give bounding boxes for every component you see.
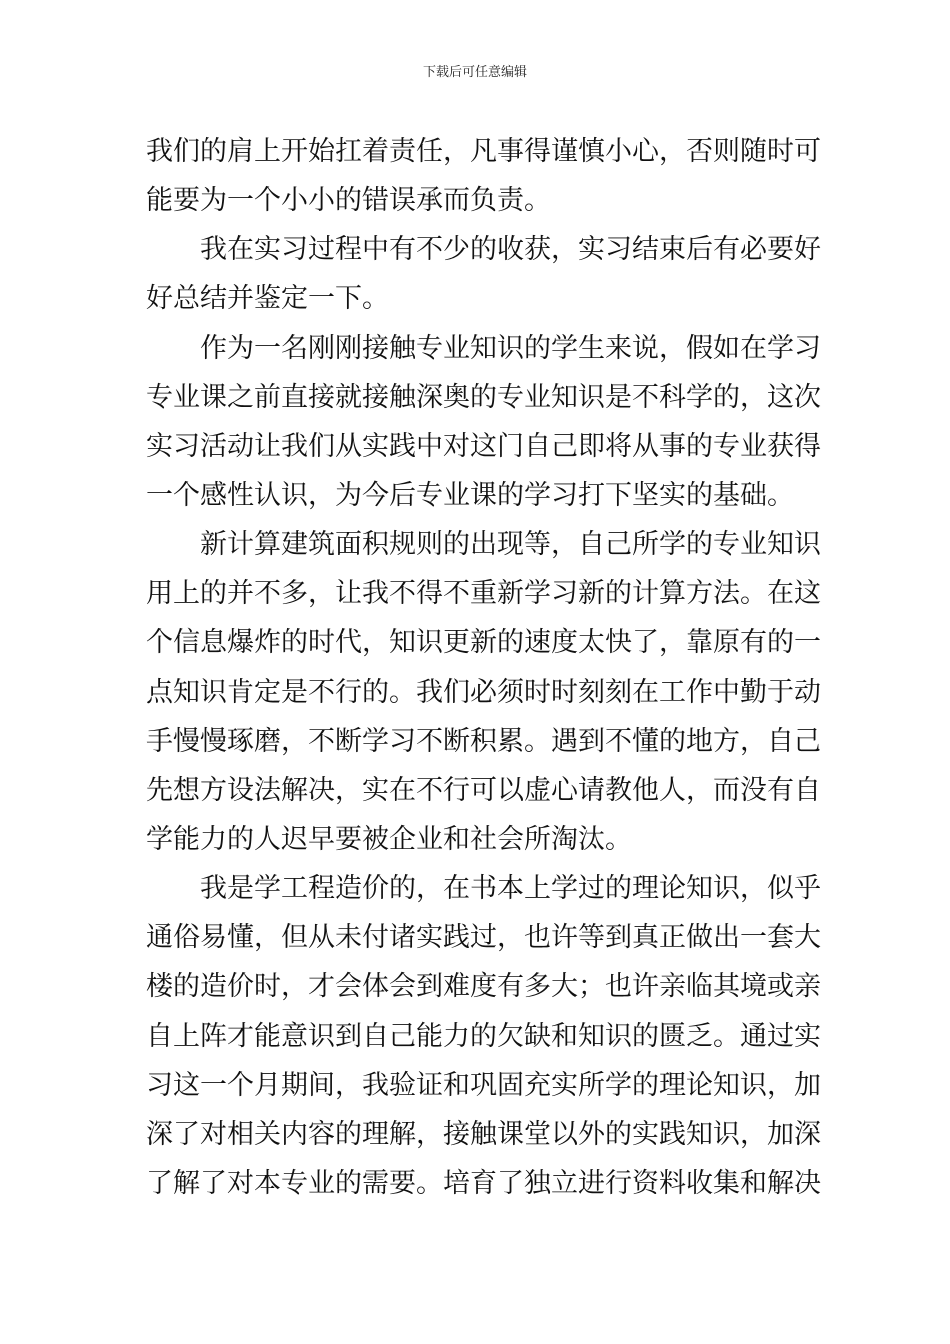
text-line: 能要为一个小小的错误承而负责。 [146,185,551,217]
text-line: 楼的造价时，才会体会到难度有多大；也许亲临其境或亲 [146,971,821,1003]
text-line: 作为一名刚刚接触专业知识的学生来说，假如在学习 [200,332,821,364]
text-line: 新计算建筑面积规则的出现等，自己所学的专业知识 [200,529,821,561]
page-header-note: 下载后可任意编辑 [422,65,527,80]
text-line: 实习活动让我们从实践中对这门自己即将从事的专业获得 [146,430,821,462]
text-line: 我是学工程造价的，在书本上学过的理论知识，似乎 [200,873,821,905]
text-line: 通俗易懂，但从未付诸实践过，也许等到真正做出一套大 [146,922,821,954]
text-line: 深了对相关内容的理解，接触课堂以外的实践知识，加深 [146,1118,821,1150]
text-line: 习这一个月期间，我验证和巩固充实所学的理论知识，加 [146,1069,821,1101]
text-line: 我们的肩上开始扛着责任，凡事得谨慎小心，否则随时可 [146,136,821,167]
text-line: 我在实习过程中有不少的收获，实习结束后有必要好 [200,234,821,266]
text-line: 好总结并鉴定一下。 [146,283,389,315]
text-line: 自上阵才能意识到自己能力的欠缺和知识的匮乏。通过实 [146,1020,821,1052]
document-body [146,127,821,1208]
text-line: 学能力的人迟早要被企业和社会所淘汰。 [146,823,632,855]
text-line: 手慢慢琢磨，不断学习不断积累。遇到不懂的地方，自己 [146,725,821,757]
text-line: 点知识肯定是不行的。我们必须时时刻刻在工作中勤于动 [146,676,821,708]
text-line: 专业课之前直接就接触深奥的专业知识是不科学的，这次 [146,381,821,413]
text-line: 一个感性认识，为今后专业课的学习打下坚实的基础。 [146,479,794,511]
text-line: 个信息爆炸的时代，知识更新的速度太快了，靠原有的一 [146,627,821,659]
text-line: 用上的并不多，让我不得不重新学习新的计算方法。在这 [146,578,821,610]
text-line: 了解了对本专业的需要。培育了独立进行资料收集和解决 [146,1167,821,1199]
text-line: 先想方设法解决，实在不行可以虚心请教他人，而没有自 [146,774,821,806]
